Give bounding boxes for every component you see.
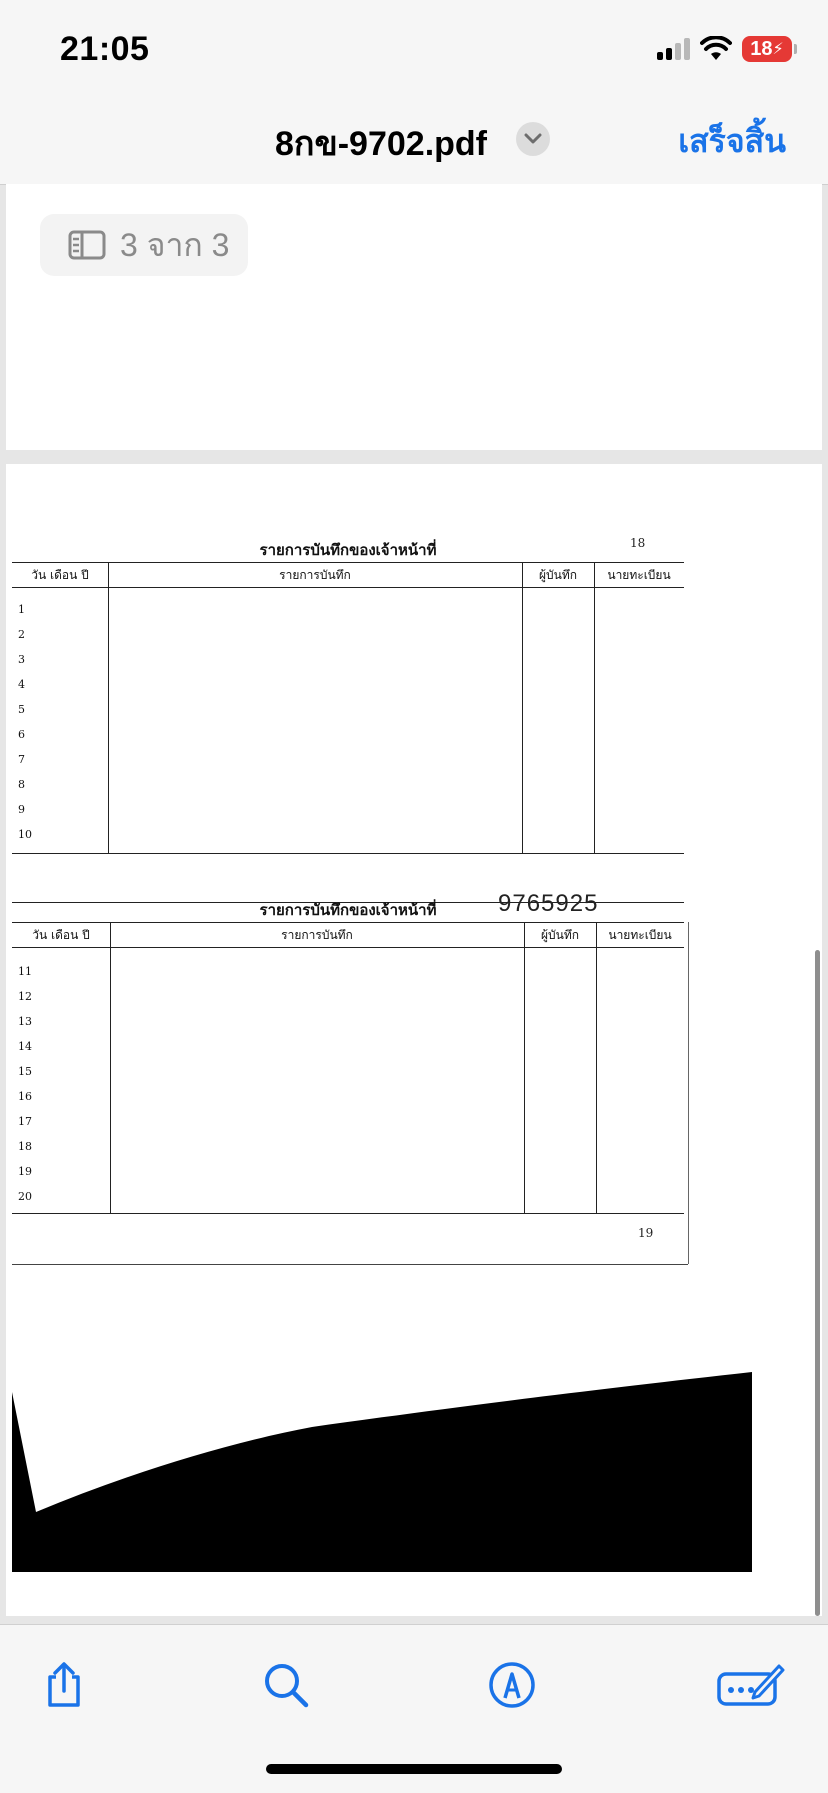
nav-bar <box>0 100 828 185</box>
row-number: 1 <box>18 603 25 616</box>
row-number: 17 <box>18 1115 32 1128</box>
document-title[interactable]: 8กข-9702.pdf <box>275 125 488 163</box>
page-number: 19 <box>638 1226 654 1240</box>
row-number: 9 <box>18 803 25 816</box>
scan-shadow-artifact <box>12 1372 752 1572</box>
home-indicator[interactable] <box>266 1764 562 1774</box>
search-icon[interactable] <box>256 1655 316 1715</box>
page-number: 18 <box>630 536 646 550</box>
chevron-down-icon[interactable] <box>516 122 550 156</box>
row-number: 5 <box>18 703 25 716</box>
column-header: วัน เดือน ปี <box>31 568 89 582</box>
row-number: 12 <box>18 990 32 1003</box>
signal-icon <box>657 38 690 60</box>
row-number: 13 <box>18 1015 32 1028</box>
column-header: รายการบันทึก <box>279 568 351 582</box>
status-time: 21:05 <box>60 30 150 68</box>
column-header: ผู้บันทึก <box>538 568 578 582</box>
row-number: 16 <box>18 1090 32 1103</box>
record-table <box>12 922 684 1214</box>
row-number: 11 <box>18 965 32 978</box>
row-number: 2 <box>18 628 25 641</box>
wifi-icon <box>700 36 732 62</box>
battery-charging-icon: 18 ⚡ <box>742 36 792 62</box>
column-header: วัน เดือน ปี <box>32 928 90 942</box>
scroll-indicator[interactable] <box>815 950 820 1616</box>
markup-icon[interactable] <box>482 1655 542 1715</box>
page-indicator[interactable] <box>40 214 248 276</box>
section-title: รายการบันทึกของเจ้าหน้าที่ <box>259 541 437 559</box>
row-number: 19 <box>18 1165 32 1178</box>
column-header: นายทะเบียน <box>607 568 671 582</box>
row-number: 3 <box>18 653 25 666</box>
row-number: 20 <box>18 1190 32 1203</box>
status-bar <box>0 0 828 100</box>
stamp-number: 9765925 <box>498 890 599 917</box>
record-table <box>12 562 684 854</box>
row-number: 10 <box>18 828 32 841</box>
section-title: รายการบันทึกของเจ้าหน้าที่ <box>259 901 437 919</box>
row-number: 15 <box>18 1065 32 1078</box>
column-header: รายการบันทึก <box>281 928 353 942</box>
sidebar-icon <box>68 230 106 260</box>
share-icon[interactable] <box>34 1655 94 1715</box>
row-number: 14 <box>18 1040 32 1053</box>
row-number: 8 <box>18 778 25 791</box>
battery-level: 18 <box>750 37 773 60</box>
column-header: ผู้บันทึก <box>540 928 580 942</box>
page-indicator-label: 3 จาก 3 <box>120 226 230 263</box>
row-number: 7 <box>18 753 25 766</box>
column-header: นายทะเบียน <box>608 928 672 942</box>
status-icons <box>657 34 792 64</box>
fill-sign-icon[interactable] <box>716 1655 786 1715</box>
row-number: 6 <box>18 728 25 741</box>
row-number: 4 <box>18 678 25 691</box>
pdf-page-current[interactable] <box>6 464 822 1616</box>
done-button[interactable]: เสร็จสิ้น <box>678 123 786 159</box>
row-number: 18 <box>18 1140 32 1153</box>
pdf-page-previous <box>6 184 822 450</box>
